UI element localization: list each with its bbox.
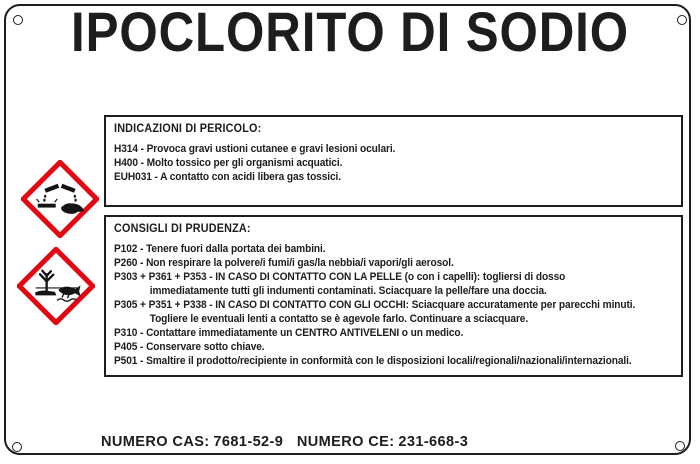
precaution-statement-line: immediatamente tutti gli indumenti contaminati. Sciacquare la pelle/fare una doccia. bbox=[149, 285, 547, 297]
precaution-statement-line: P405 - Conservare sotto chiave. bbox=[114, 341, 265, 353]
screw-hole-top-right bbox=[677, 15, 687, 25]
screw-hole-top-left bbox=[13, 15, 23, 25]
precaution-statement-line: P501 - Smaltire il prodotto/recipiente in conformità con le disposizioni locali/regionali/nazionali/internazionali. bbox=[114, 355, 632, 367]
ghs05-corrosive-icon bbox=[21, 160, 99, 238]
precaution-statement-line: P303 + P361 + P353 - IN CASO DI CONTATTO CON LA PELLE (o con i capelli): togliersi di dosso bbox=[114, 271, 566, 283]
ce-number-value: 231-668-3 bbox=[398, 433, 469, 450]
hazard-statement-line: H400 - Molto tossico per gli organismi acquatici. bbox=[114, 157, 343, 169]
cas-number-label: NUMERO CAS: bbox=[101, 433, 210, 450]
screw-hole-bottom-left bbox=[12, 442, 22, 452]
precaution-statement-line: Togliere le eventuali lenti a contatto se è agevole farlo. Continuare a sciacquare. bbox=[149, 313, 529, 325]
sign-title: IPOCLORITO DI SODIO bbox=[71, 0, 629, 63]
precaution-statement-line: P260 - Non respirare la polvere/i fumi/i gas/la nebbia/i vapori/gli aerosol. bbox=[114, 257, 454, 269]
ghs09-environment-icon bbox=[17, 247, 95, 325]
hazard-statements-box bbox=[104, 115, 683, 207]
ce-number-label: NUMERO CE: bbox=[296, 433, 395, 450]
cas-number-value: 7681-52-9 bbox=[213, 433, 284, 450]
hazard-statement-line: EUH031 - A contatto con acidi libera gas tossici. bbox=[114, 171, 342, 183]
hazard-statement-line: H314 - Provoca gravi ustioni cutanee e gravi lesioni oculari. bbox=[114, 143, 396, 155]
precaution-statement-line: P305 + P351 + P338 - IN CASO DI CONTATTO CON GLI OCCHI: Sciacquare accuratamente per parecchi minuti. bbox=[114, 299, 636, 311]
identifier-footer bbox=[101, 433, 468, 450]
hazard-statement-list bbox=[114, 142, 639, 184]
hazard-box-heading: INDICAZIONI DI PERICOLO: bbox=[114, 123, 262, 135]
precaution-statement-list bbox=[114, 242, 639, 368]
precaution-statement-line: P102 - Tenere fuori dalla portata dei bambini. bbox=[114, 243, 326, 255]
precaution-statements-box bbox=[104, 215, 683, 377]
screw-hole-bottom-right bbox=[675, 441, 685, 451]
precaution-box-heading: CONSIGLI DI PRUDENZA: bbox=[114, 223, 251, 235]
precaution-statement-line: P310 - Contattare immediatamente un CENTRO ANTIVELENI o un medico. bbox=[114, 327, 464, 339]
